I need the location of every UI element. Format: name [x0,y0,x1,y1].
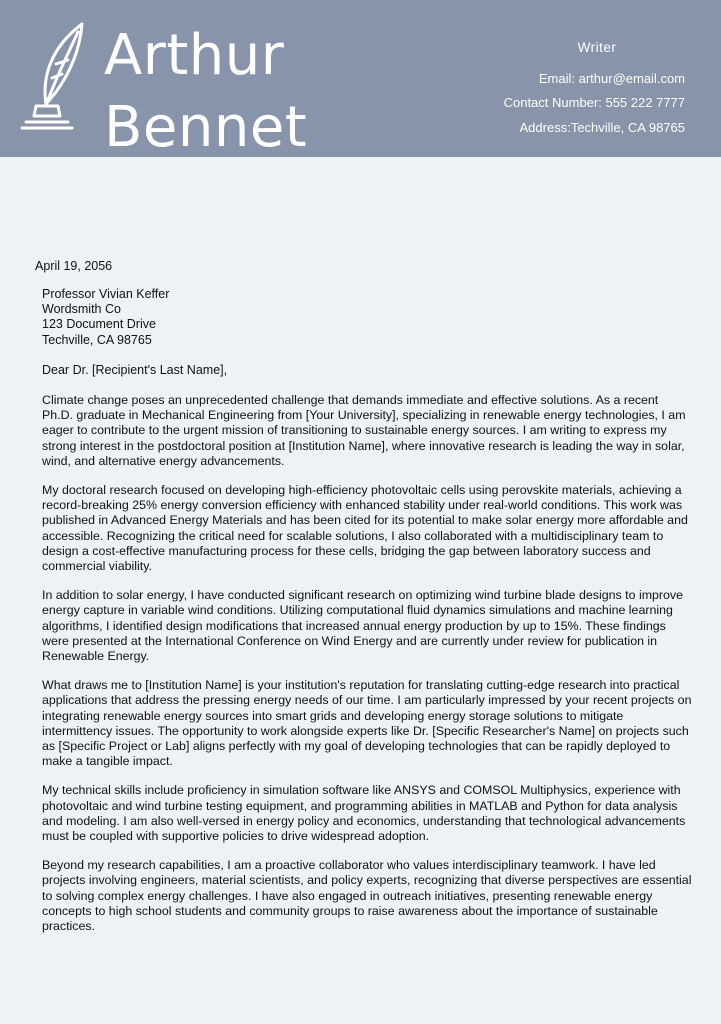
recipient-block [42,287,169,348]
quill-inkwell-icon [16,18,90,130]
contact-address: Address:Techville, CA 98765 [519,120,685,135]
body-paragraph: Climate change poses an unprecedented challenge that demands immediate and effective solutions. As a recent Ph.D. graduate in Mechanical Engineering from [Your University], specializing in renewable energy technologies, I am eager to contribute to the urgent mission of transitioning to sustainable energy sources. I am writing to express my strong interest in the postdoctoral position at [Institution Name], where innovative research is leading the way in solar, wind, and alternative energy advancements. [42,393,686,468]
letterhead [0,0,721,160]
letter-date: April 19, 2056 [35,259,113,273]
recipient-street: 123 Document Drive [42,317,156,332]
body-paragraph: My technical skills include proficiency in simulation software like ANSYS and COMSOL Multiphysics, experience with photovoltaic and wind turbine testing equipment, and programming abilities in MATLAB and Python for data analysis and modeling. I am also well-versed in energy policy and economics, understanding that technological advancements must be coupled with supportive policies to drive widespread adoption. [42,783,686,844]
recipient-name: Professor Vivian Keffer [42,287,170,301]
recipient-company: Wordsmith Co [42,302,121,317]
body-paragraph: My doctoral research focused on developing high-efficiency photovoltaic cells using perovskite materials, achieving a record-breaking 25% energy conversion efficiency with enhanced stability under real-world conditions. This work was published in Advanced Energy Materials and has been cited for its potential to make solar energy more affordable and accessible. Recognizing the critical need for scalable solutions, I also collaborated with a multidisciplinary team to design a cost-effective manufacturing process for these cells, bridging the gap between laboratory success and commercial viability. [42,483,688,574]
recipient-city: Techville, CA 98765 [42,332,152,347]
letter-body [42,393,692,948]
job-title: Writer [577,40,617,55]
contact-email: Email: arthur@email.com [538,71,685,86]
body-paragraph: What draws me to [Institution Name] is your institution's reputation for translating cutting-edge research into practical applications that address the pressing energy needs of our time. I am particularly impressed by your recent projects on integrating renewable energy sources into smart grids and developing energy storage solutions to mitigate intermittency issues. The opportunity to work alongside experts like Dr. [Specific Researcher's Name] on projects such as [Specific Project or Lab] aligns perfectly with my goal of developing technologies that can be rapidly deployed to make a tangible impact. [42,678,692,769]
body-paragraph: In addition to solar energy, I have conducted significant research on optimizing wind turbine blade designs to improve energy capture in variable wind conditions. Utilizing computational fluid dynamics simulations and machine learning algorithms, I identified design modifications that increased annual energy production by up to 15%. These findings were presented at the International Conference on Wind Energy and are currently under review for publication in Renewable Energy. [42,588,684,664]
body-paragraph: Beyond my research capabilities, I am a proactive collaborator who values interdisciplinary teamwork. I have led projects involving engineers, material scientists, and policy experts, recognizing that diverse perspectives are essential to solving complex energy challenges. I have also engaged in outreach initiatives, presenting renewable energy concepts to high school students and community groups to raise awareness about the importance of sustainable practices. [42,858,692,934]
first-name: Arthur [104,23,285,88]
last-name: Bennet [104,95,308,160]
salutation: Dear Dr. [Recipient's Last Name], [42,363,228,377]
contact-phone: Contact Number: 555 222 7777 [503,95,685,110]
